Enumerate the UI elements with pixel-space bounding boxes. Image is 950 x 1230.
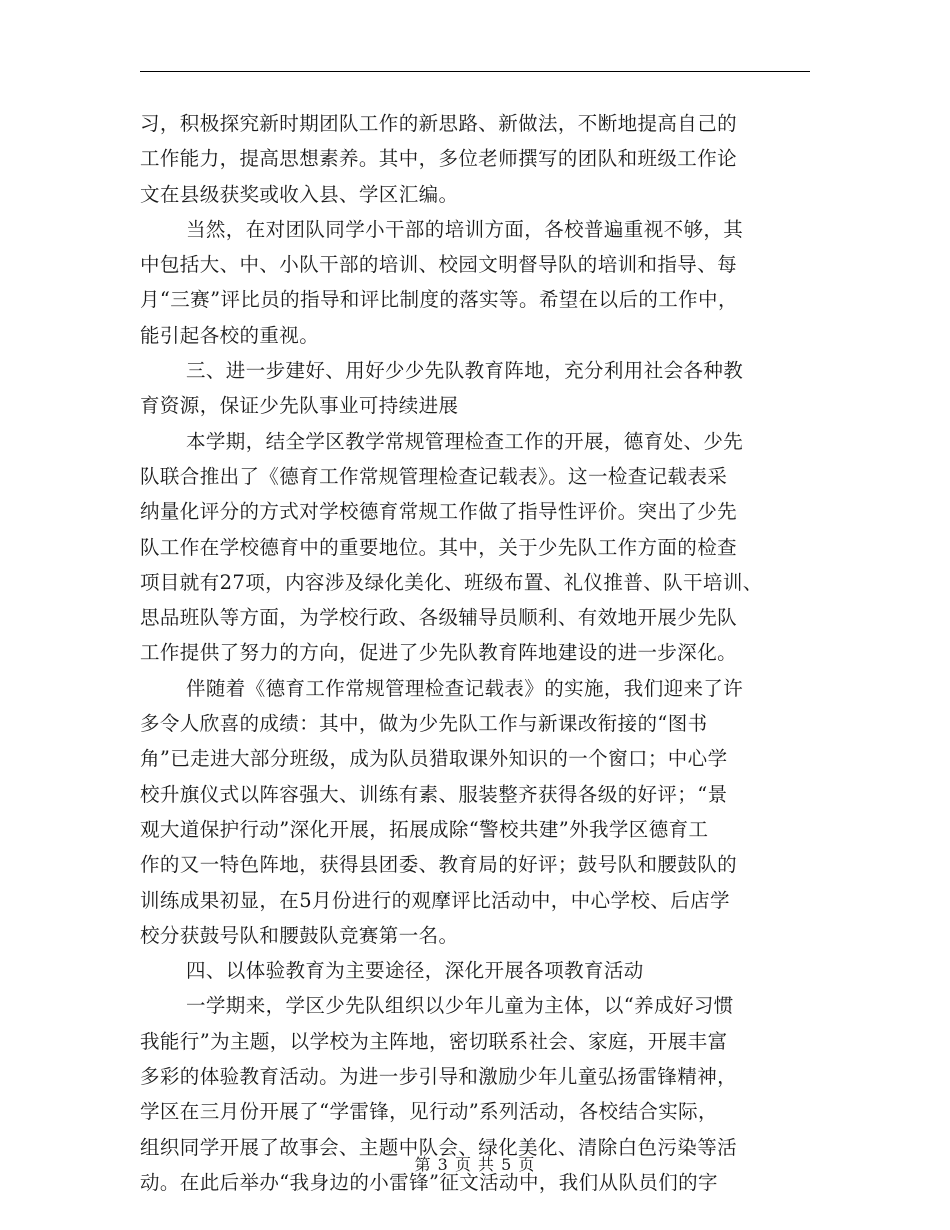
text-line: 队工作在学校德育中的重要地位。其中，关于少先队工作方面的检查 (140, 535, 738, 559)
text-line: 本学期，结全学区教学常规管理检查工作的开展，德育处、少先 (186, 429, 744, 453)
text-line: 我能行”为主题，以学校为主阵地，密切联系社会、家庭，开展丰富 (140, 1029, 728, 1053)
text-line: 育资源，保证少先队事业可持续进展 (140, 394, 459, 418)
text-line: 月“三赛”评比员的指导和评比制度的落实等。希望在以后的工作中， (140, 288, 738, 312)
text-line: 习，积极探究新时期团队工作的新思路、新做法，不断地提高自己的 (140, 112, 738, 135)
text-line: 三、进一步建好、用好少少先队教育阵地，充分利用社会各种教 (186, 359, 744, 383)
text-line: 伴随着《德育工作常规管理检查记载表》的实施，我们迎来了许 (186, 676, 744, 700)
text-line: 工作能力，提高思想素养。其中，多位老师撰写的团队和班级工作论 (140, 147, 738, 171)
text-line: 项目就有27项，内容涉及绿化美化、班级布置、礼仪推普、队干培训、 (140, 570, 763, 594)
text-line: 组织同学开展了故事会、主题中队会、绿化美化、清除白色污染等活 (140, 1135, 738, 1159)
text-line: 角”已走进大部分班级，成为队员猎取课外知识的一个窗口；中心学 (140, 747, 728, 771)
text-line: 工作提供了努力的方向，促进了少先队教育阵地建设的进一步深化。 (140, 641, 738, 665)
text-line: 能引起各校的重视。 (140, 323, 320, 347)
header-rule (140, 71, 810, 72)
text-line: 观大道保护行动”深化开展，拓展成除“警校共建”外我学区德育工 (140, 817, 709, 841)
text-line: 中包括大、中、小队干部的培训、校园文明督导队的培训和指导、每 (140, 253, 738, 277)
text-line: 作的又一特色阵地，获得县团委、教育局的好评；鼓号队和腰鼓队的 (140, 853, 738, 877)
text-line: 当然，在对团队同学小干部的培训方面，各校普遍重视不够，其 (186, 217, 744, 241)
text-line: 训练成果初显，在5月份进行的观摩评比活动中，中心学校、后店学 (140, 888, 730, 912)
text-line: 纳量化评分的方式对学校德育常规工作做了指导性评价。突出了少先 (140, 500, 738, 524)
page-footer: 第 3 页 共 5 页 (414, 1155, 536, 1174)
document-body (140, 106, 812, 1200)
text-line: 队联合推出了《德育工作常规管理检查记载表》。这一检查记载表采 (140, 464, 728, 488)
text-line: 动。在此后举办“我身边的小雷锋”征文活动中，我们从队员们的字 (140, 1170, 718, 1194)
text-line: 思品班队等方面，为学校行政、各级辅导员顺利、有效地开展少先队 (140, 606, 738, 630)
text-line: 多令人欣喜的成绩：其中，做为少先队工作与新课改衔接的“图书 (140, 712, 708, 736)
text-line: 文在县级获奖或收入县、学区汇编。 (140, 182, 459, 206)
text-line: 校分获鼓号队和腰鼓队竞赛第一名。 (140, 923, 459, 947)
text-line: 一学期来，学区少先队组织以少年儿童为主体，以“养成好习惯 (186, 994, 734, 1018)
text-line: 多彩的体验教育活动。为进一步引导和激励少年儿童弘扬雷锋精神， (140, 1065, 738, 1089)
text-line: 四、以体验教育为主要途径，深化开展各项教育活动 (186, 959, 644, 983)
text-line: 学区在三月份开展了“学雷锋，见行动”系列活动，各校结合实际， (140, 1100, 718, 1124)
text-line: 校升旗仪式以阵容强大、训练有素、服装整齐获得各级的好评；“景 (140, 782, 728, 806)
